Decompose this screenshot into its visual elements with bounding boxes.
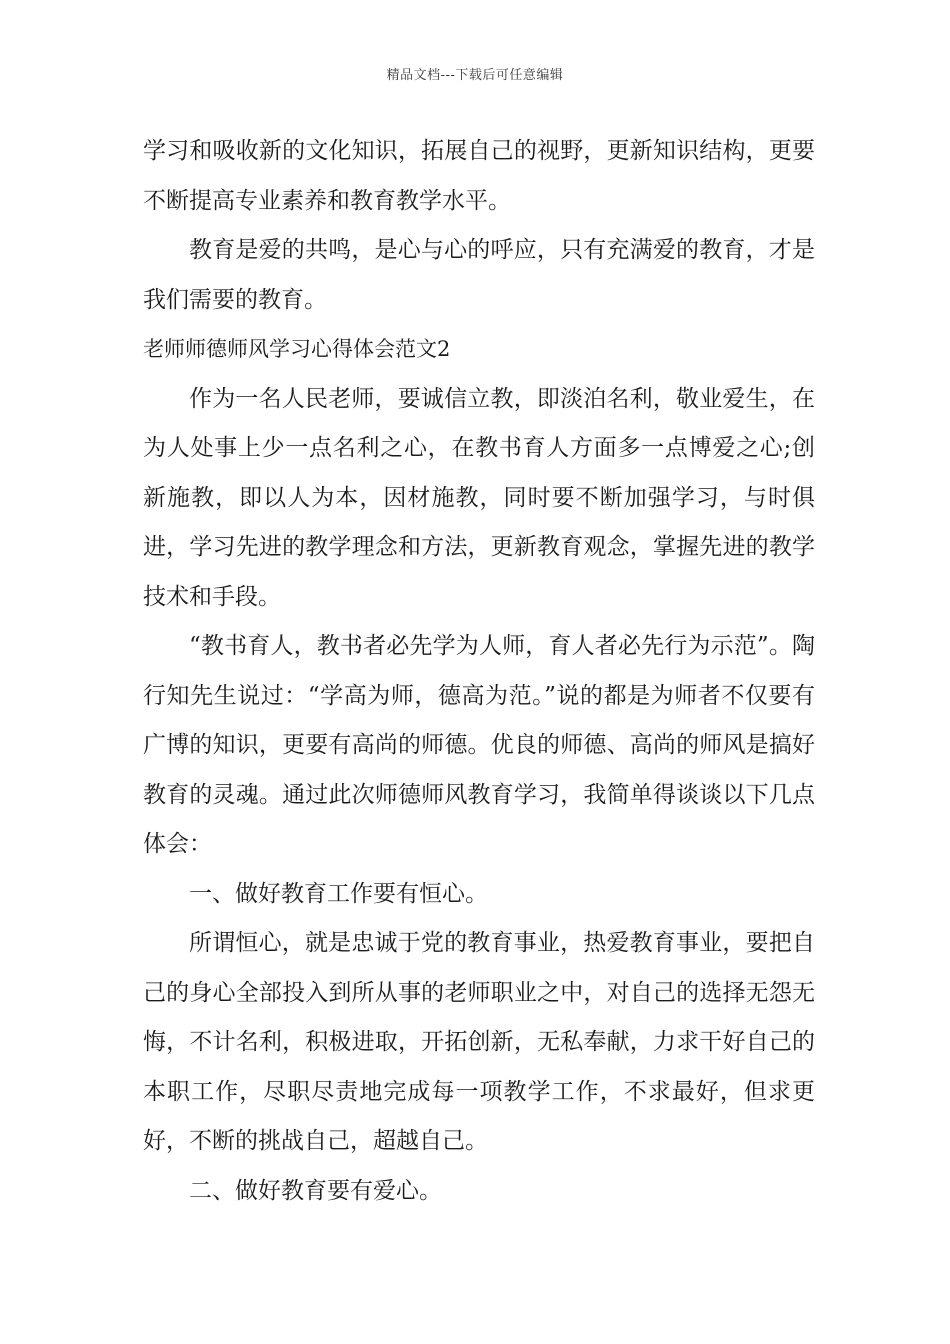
paragraph-5: 所谓恒心，就是忠诚于党的教育事业，热爱教育事业，要把自己的身心全部投入到所从事的老师职业之中，对自己的选择无怨无悔，不计名利，积极进取，开拓创新，无私奉献，力求干好自己的本职工作，尽职尽责地完成每一项教学工作，不求最好，但求更好，不断的挑战自己，超越自己。: [143, 930, 815, 1154]
page-header: 精品文档---下载后可任意编辑: [386, 68, 564, 83]
paragraph-2: 教育是爱的共鸣，是心与心的呼应，只有充满爱的教育，才是我们需要的教育。: [143, 237, 815, 313]
paragraph-1: 学习和吸收新的文化知识，拓展自己的视野，更新知识结构，更要不断提高专业素养和教育教学水平。: [143, 138, 815, 214]
paragraph-3: 作为一名人民老师，要诚信立教，即淡泊名利，敬业爱生，在为人处事上少一点名利之心，在教书育人方面多一点博爱之心;创新施教，即以人为本，因材施教，同时要不断加强学习，与时俱进，学习先进的教学理念和方法，更新教育观念，掌握先进的教学技术和手段。: [143, 385, 815, 610]
point-heading-2: 二、做好教育要有爱心。: [189, 1177, 442, 1204]
paragraph-4: “教书育人，教书者必先学为人师，育人者必先行为示范”。陶行知先生说过：“学高为师，德高为范。”说的都是为师者不仅要有广博的知识，更要有高尚的师德。优良的师德、高尚的师风是搞好教育的灵魂。通过此次师德师风教育学习，我简单得谈谈以下几点体会：: [143, 633, 815, 857]
document-body: [143, 127, 815, 1216]
point-heading-1: 一、做好教育工作要有恒心。: [189, 880, 488, 907]
section-heading: 老师师德师风学习心得体会范文2: [143, 337, 451, 361]
